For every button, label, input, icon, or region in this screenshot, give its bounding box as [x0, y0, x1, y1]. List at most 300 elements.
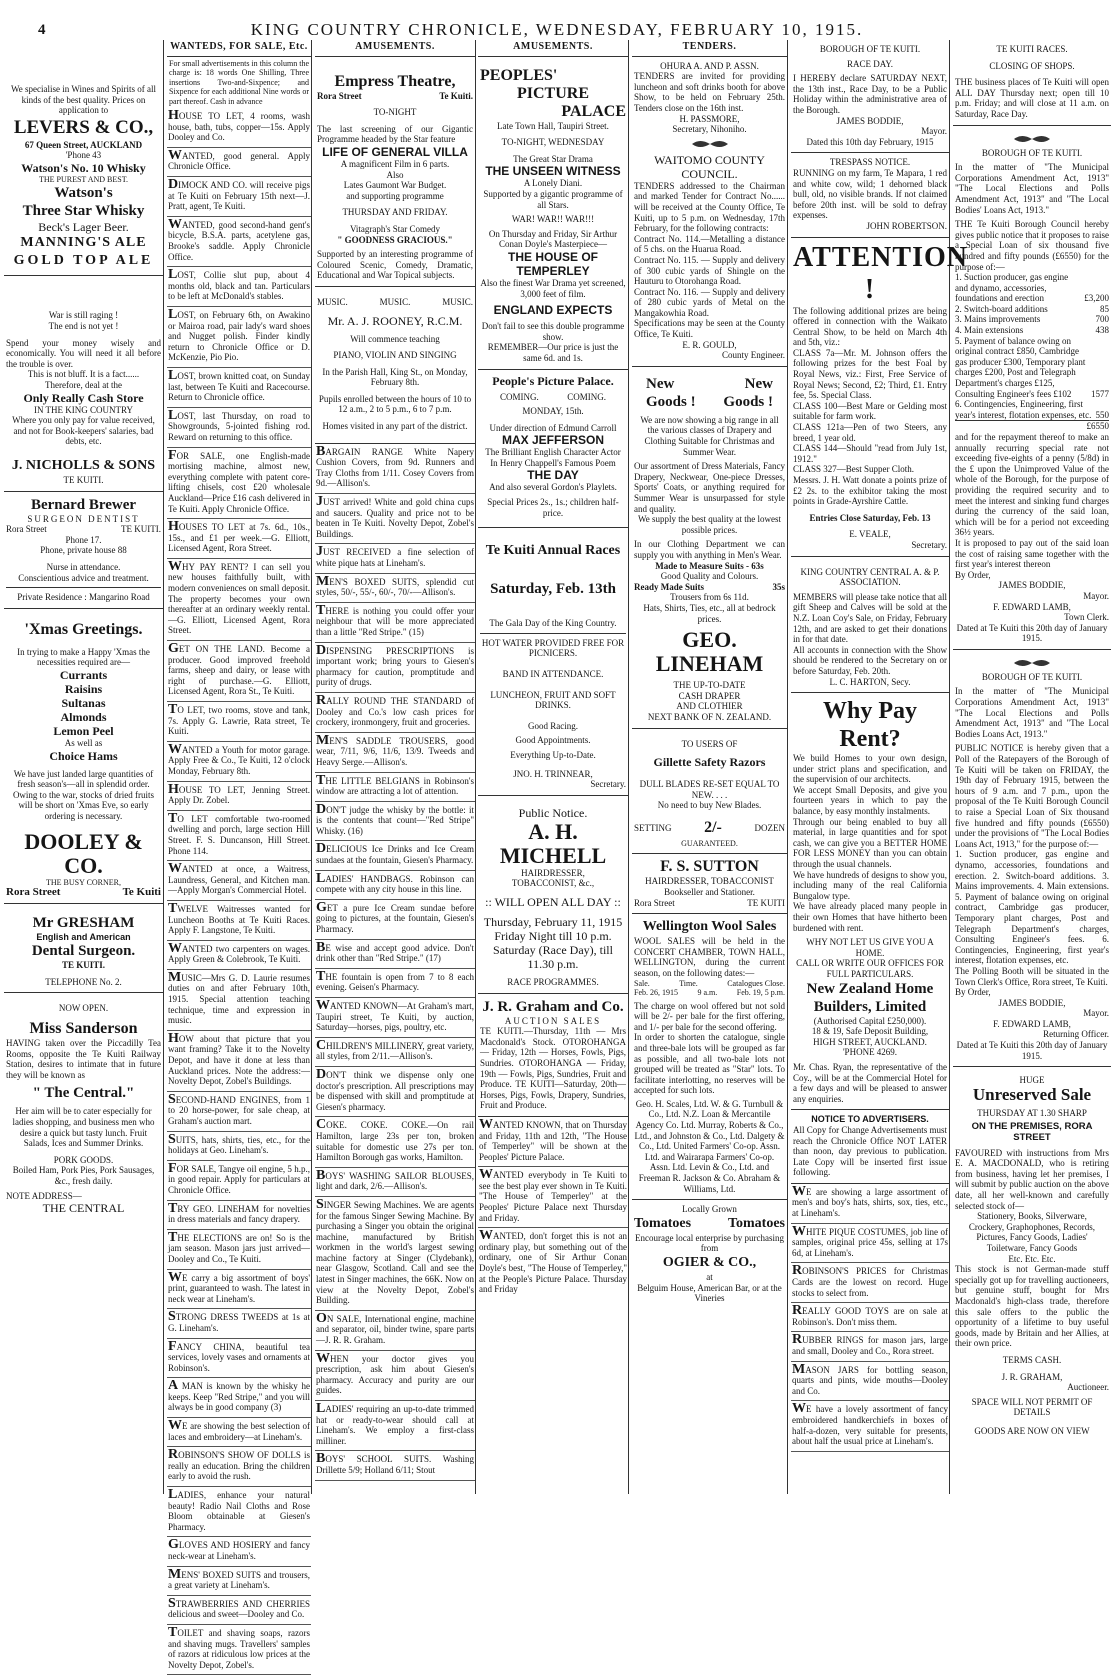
chas-ryan: Mr. Chas. Ryan, the representative of the Coy., will be at the Commercial Hotel for a few days and will be pleased to answer any enquiries.	[793, 1061, 947, 1104]
nicholls-town: TE KUITI.	[63, 475, 104, 485]
pork-goods: PORK GOODS.	[53, 1154, 114, 1165]
contract-115: Contract No. 115. — Supply and delivery of 300 cubic yards of Shingle on the Hauturu to Otorohanga Road.	[634, 254, 785, 287]
classified-ad: LOST, brown knitted coat, on Sunday last, between Te Kuiti and Racecourse. Return to Chronicle office.	[167, 368, 311, 408]
through-buy: Through our being enabled to buy all material, in large quantities and for spot cash, we can give you a BETTER HOME FOR LESS MONEY than you can obtain through the usual channels.	[793, 816, 947, 870]
dental-surgeon: Dental Surgeon.	[31, 943, 136, 960]
waitomo: WAITOMO COUNTY COUNCIL.	[654, 152, 765, 181]
column-7	[953, 40, 1111, 1494]
matter-1: In the matter of "The Municipal Corporations Amendment Act, 1913" "The Local Elections and Polls Amendment Act, 1913" and "The Local Bodies' Loans Act, 1913."	[955, 162, 1109, 215]
good-quality: Good Quality and Colours.	[660, 571, 759, 582]
proposed: It is proposed to pay out of the said loan the cost of raising same together with the first year's interest thereon	[955, 537, 1109, 570]
races-heading: TE KUITI RACES.	[996, 44, 1068, 54]
borough-1: BOROUGH OF TE KUITI.	[819, 44, 921, 54]
close-head: Catalogues Close.	[727, 978, 785, 988]
placed: We have already placed many people in their own Homes that have hitherto been burdened with rent.	[793, 901, 947, 933]
call-write: CALL OR WRITE OUR OFFICES FOR FULL PARTICULARS.	[796, 958, 944, 979]
nzhb-phone: 'PHONE 4269.	[842, 1047, 898, 1058]
close-date: Feb. 19, 5 p.m.	[736, 988, 785, 998]
loan-item-label: 2. Switch-board additions	[955, 303, 1048, 314]
safe-deposit: 18 & 19, Safe Deposit Building,	[811, 1026, 929, 1037]
ppp-tonight: TO-NIGHT, WEDNESDAY	[501, 137, 605, 148]
gordon: And also several Gordon's Playlets.	[489, 482, 617, 493]
brilliant: The Brilliant English Character Actor	[485, 447, 621, 458]
english-american: English and American	[36, 931, 131, 942]
new-a: New	[646, 375, 675, 392]
veale-sec: Secretary.	[911, 539, 947, 550]
temperley-wanted-2: WANTED everybody in Te Kuiti to see the best play ever shown in Te Kuiti. "The House of Temperley" at the Peoples' Picture Palace next Thursday and Friday.	[478, 1167, 628, 1228]
classified-ad: MEN'S BOXED SUITS, splendid cut styles, 50/-, 55/-, 60/-, 70/-—Allison's.	[315, 574, 475, 603]
favoured: FAVOURED with instructions from Mrs E. A. MACDONALD, who is retiring from business, having let her premises, I will submit by public auction on the above date, all her well-known and carefully selected stock of—	[955, 1147, 1109, 1211]
loan-item	[955, 325, 1109, 336]
cash-draper: CASH DRAPER	[678, 690, 741, 701]
capital: (Authorised Capital £250,000).	[813, 1015, 927, 1026]
luncheon: LUNCHEON, FRUIT AND SOFT DRINKS.	[490, 689, 616, 711]
remember-price: REMEMBER—Our price is just the same 6d. and 1s.	[487, 342, 619, 363]
classified-ad: ROBINSON'S SHOW OF DOLLS is really an education. Bring the children early to avoid the rush.	[167, 1447, 311, 1487]
classified-ad: REALLY GOOD TOYS are on sale at Robinson's. Don't miss them.	[791, 1303, 949, 1332]
as-well-as: As well as	[64, 737, 103, 748]
classified-ad: WE carry a big assortment of boys' print, guaranteed to wash. The latest in neck wear at Lineham's.	[167, 1270, 311, 1310]
dooley-name: DOOLEY & CO.	[24, 828, 143, 878]
nz-home-builders: New Zealand Home Builders, Limited	[806, 980, 934, 1015]
classified-ad: GLOVES AND HOSIERY and fancy neck-wear at Lineham's.	[167, 1537, 311, 1566]
loan-item	[955, 399, 1109, 420]
classified-ad: ROBINSON'S PRICES for Christmas Cards are the lowest on record. Huge stocks to select from.	[791, 1263, 949, 1303]
column-2	[167, 40, 312, 1670]
loan-item	[955, 304, 1109, 315]
sutton-town: TE KUITI	[747, 897, 785, 908]
good-appointments: Good Appointments.	[515, 735, 591, 746]
classified-ad: WANTED a Youth for motor garage. Apply Free & Co., Te Kuiti, 12 o'clock Monday, February 8th.	[167, 742, 311, 782]
unseen-witness: THE UNSEEN WITNESS	[485, 164, 621, 179]
becks-lager: Beck's Lager Beer.	[38, 220, 129, 235]
landed: We have just landed large quantities of fresh season's—all in splendid order.	[13, 768, 154, 790]
dated-7: Dated at Te Kuiti this 20th day of January 1915.	[956, 622, 1108, 644]
passmore-sec: Secretary, Nihoniho.	[672, 124, 747, 135]
class-144: CLASS 144—Should "read from July 1st, 1912."	[793, 443, 947, 464]
monday-15: MONDAY, 15th.	[522, 406, 584, 417]
classified-ad: COKE. COKE. COKE.—On rail Hamilton, large 23s per ton, broken suitable for domestic use 27s per ton. Hamilton Borough gas works, Hamilton.	[315, 1117, 475, 1167]
general-villa: LIFE OF GENERAL VILLA	[322, 144, 468, 159]
lemon-peel: Lemon Peel	[53, 723, 114, 738]
coming-2: COMING.	[567, 391, 606, 402]
classified-ad: THE LITTLE BELGIANS in Robinson's window are attracting a lot of attention.	[315, 773, 475, 802]
classified-ad: DELICIOUS Ice Drinks and Ice Cream sundaes at the fountain, Giesen's Pharmacy.	[315, 841, 475, 870]
loan-item-amount: £3,200	[1084, 293, 1109, 304]
classified-ad: LOST, last Thursday, on road to Showgrounds, 5-jointed fishing rod. Reward on returning to this office.	[167, 408, 311, 448]
running-farm: RUNNING on my farm, Te Mapara, 1 red and white cow, wild; 1 dehorned black bull, old, no visible brands. If not claimed before 20th inst. will be sold to defray expenses.	[793, 167, 947, 221]
wanteds-header: WANTEDS, FOR SALE, Etc.	[167, 40, 311, 57]
made-measure: Made to Measure Suits - 63s	[655, 560, 764, 571]
nurse: Nurse in attendance.	[46, 561, 121, 572]
wool-charge: The charge on wool offered but not sold will be 2/- per bale for the first offering, and 1/- per bale for the second offering.	[634, 1000, 785, 1032]
the-central: " The Central."	[32, 1085, 135, 1102]
special-prices: Special Prices 2s., 1s.; children half-price.	[487, 497, 619, 518]
race-day: RACE DAY.	[846, 58, 893, 69]
class-7a: CLASS 7a—Mr. M. Johnson offers the following prizes for the best Foal by Royal News, viz.: First, Free Service of Royal News; Second, £2; Third, £1. Entry fee, 5s. Special Class.	[793, 347, 947, 401]
why-not: WHY NOT LET US GIVE YOU A HOME.	[806, 937, 934, 958]
boddie-7b: JAMES BODDIE,	[998, 997, 1066, 1008]
trespass: TRESPASS NOTICE.	[829, 157, 911, 168]
classified-ad: TO LET comfortable two-roomed dwelling and porch, large section Hill Street. F. S. Duncanson, Hill Street. Phone 114.	[167, 811, 311, 861]
returning-officer: Returning Officer.	[1043, 1029, 1109, 1040]
class-100: CLASS 100—Best Mare or Gelding most suitable for farm work.	[793, 400, 947, 422]
classified-ad: SECOND-HAND ENGINES, from 1 to 20 horse-power, for sale cheap, at Graham's auction mart.	[167, 1092, 311, 1132]
not-bluff: This is not bluff. It is a fact......	[27, 369, 140, 380]
crest-icon	[1012, 133, 1052, 145]
peoples: PEOPLES'	[480, 66, 558, 84]
trousers: Trousers from 6s 11d.	[670, 592, 749, 603]
villa-sub: A magnificent Film in 6 parts.	[340, 158, 450, 169]
gaumont: Lates Gaumont War Budget.	[343, 180, 447, 191]
annual-races: Te Kuiti Annual Races	[485, 543, 621, 559]
time-head: Time.	[679, 978, 698, 988]
showing-range: We are now showing a big range in all the various classes of Drapery and Clothing Suitable for Christmas and Summer Wear.	[640, 414, 779, 457]
classified-ad: SUITS, hats, shirts, ties, etc., for the holidays at Geo. Lineham's.	[167, 1132, 311, 1161]
sutton: F. S. SUTTON	[660, 858, 759, 876]
closing-shops: CLOSING OF SHOPS.	[989, 60, 1075, 71]
music-3: MUSIC.	[442, 296, 473, 307]
entries-close: Entries Close Saturday, Feb. 13	[809, 512, 931, 523]
classified-ad: FOR SALE, Tangye oil engine, 5 h.p., in good repair. Apply for particulars at Chronicle Office.	[167, 1161, 311, 1201]
sutton-trade: HAIRDRESSER, TOBACCONIST	[645, 876, 774, 887]
on-premises: ON THE PREMISES, RORA STREET	[971, 1121, 1093, 1144]
raisins: Raisins	[64, 681, 103, 696]
masthead	[0, 0, 1114, 42]
column-6	[791, 40, 968, 1494]
spend-wisely: Spend your money wisely and economically. You will need it all before the trouble is over.	[6, 337, 161, 369]
mayor-7: Mayor.	[1083, 590, 1109, 601]
tomatoes-2: Tomatoes	[727, 1215, 785, 1231]
poll-purposes: 1. Suction producer, gas engine and dynamo, accessories, foundations and erection. 2. Switch-board additions. 3. Mains improvements. 4. Main extensions. 5. Payment of balance owing on original contract, Cambridge gas producer, Temporary plant charges, Post and Telegraph Department's charges, Consulting Engineer's fees. 6. Contingencies, Engineering, first year's interest, flotation expenses, etc.	[955, 849, 1109, 966]
hot-water: HOT WATER PROVIDED FREE FOR PICNICERS.	[481, 637, 625, 659]
friday-night: Friday Night till 10 p.m.	[494, 928, 612, 943]
war-war: WAR! WAR!! WAR!!!	[511, 214, 595, 225]
dooley-street: Rora Street	[6, 886, 61, 898]
conscientious: Conscientious advice and treatment.	[18, 572, 149, 583]
loan-total: £6550	[955, 420, 1109, 432]
race-day-hours: Saturday (Race Day), till 11.30 p.m.	[493, 942, 613, 971]
loan-item-amount: 1577	[1091, 388, 1109, 399]
classified-ad: HOUSE TO LET, Jenning Street. Apply Dr. Zobel.	[167, 782, 311, 811]
tomatoes-1: Tomatoes	[634, 1215, 692, 1231]
public-poll: PUBLIC NOTICE is hereby given that a Poll of the Ratepayers of the Borough of Te Kuiti will be taken on FRIDAY, the 19th day of February 1915, between the hours of 9 a.m. and 7 p.m., upon the proposal of the Te Kuiti Borough Council to raise a Special Loan of Six thousand five hundred and fifty pounds (£6550) under the provisions of "The Local Bodies Loans Act, 1913," for the purpose of:—	[955, 743, 1109, 849]
space-not-permit: SPACE WILL NOT PERMIT OF DETAILS	[971, 1396, 1093, 1418]
brewer-town: TE KUITI.	[121, 524, 161, 535]
also: Also	[386, 169, 404, 180]
classified-ad: WE have a lovely assortment of fancy embroidered handkerchiefs in boxes of half-a-dozen, very suitable for presents, about half the usual price at Lineham's.	[791, 1401, 949, 1451]
graham-co: J. R. Graham and Co.	[482, 998, 624, 1015]
levers-phone: 'Phone 43	[65, 150, 102, 161]
empress-supported: Supported by an interesting programme of Coloured Scenic, Comedy, Dramatic, Educational and War Topical subjects.	[317, 249, 473, 281]
attention: ATTENTION !	[793, 241, 968, 305]
classified-ad: DON'T judge the whisky by the bottle: it is the contents that count—"Red Stripe" Whisky. (16)	[315, 802, 475, 842]
michell: A. H. MICHELL	[499, 818, 607, 868]
her-aim: Her aim will be to cater especially for ladies shopping, and business men who desire a quick but tasty lunch. Fruit Salads, Ices and Summer Drinks.	[12, 1106, 155, 1149]
classified-ad: LOST, on February 6th, on Awakino or Mairoa road, pair lady's ward shoes and Nugget polish. Finder kindly return to Chronicle Office or D. McKenzie, Pio Pio.	[167, 307, 311, 368]
classified-ad: MEN'S SADDLE TROUSERS, good wear, 7/11, 9/6, 11/6, 13/9. Tweeds and Heavy Serge.—Allison's.	[315, 733, 475, 773]
setting: SETTING	[634, 822, 672, 833]
stock-list: Stationery, Books, Silverware, Crockery, Graphophones, Records, Pictures, Fancy Goods, Ladies' Toiletware, Fancy Goods	[968, 1211, 1096, 1253]
by-order-1: By Order,	[955, 569, 991, 580]
choice-hams: Choice Hams	[49, 748, 118, 763]
pupils: Pupils enrolled between the hours of 10 to 12 a.m., 2 to 5 p.m., 6 to 7 p.m.	[318, 393, 472, 415]
ppp-hall: Late Town Hall, Taupiri Street.	[497, 120, 609, 131]
guaranteed: GUARANTEED.	[681, 838, 738, 848]
specs: Specifications may be seen at the County Office, Te Kuiti.	[634, 318, 785, 340]
temperley-wanted-3: WANTED, don't forget this is not an ordinary play, but something out of the ordinary, one of Sir Arthur Conan Doyle's best, "The House of Temperley," at the People's Picture Palace. Thursday and Friday	[479, 1228, 627, 1295]
etc-etc: Etc. Etc. Etc.	[1008, 1253, 1056, 1264]
classified-ad: GET a pure Ice Cream sundae before going to pictures, at the fountain, Giesen's Pharmacy.	[315, 900, 475, 940]
england-expects: ENGLAND EXPECTS	[493, 303, 613, 318]
classified-ad: BOYS' WASHING SAILOR BLOUSES, light and dark, 2/6.—Allison's.	[315, 1168, 475, 1197]
classified-ad: LOST, Collie slut pup, about 4 months old, black and tan. Particulars to be left at McDonald's stables.	[167, 267, 311, 307]
watsons: Watson's	[54, 185, 113, 202]
borough-7: BOROUGH OF TE KUITI.	[981, 147, 1083, 158]
thu-fri: THURSDAY AND FRIDAY.	[342, 207, 448, 218]
classified-ad: TRY GEO. LINEHAM for novelties in dress materials and fancy drapery.	[167, 1201, 311, 1230]
purest-best: THE PUREST AND BEST.	[38, 174, 129, 184]
lamb-1: F. EDWARD LAMB,	[993, 601, 1071, 612]
surgeon-dentist: SURGEON DENTIST	[27, 513, 140, 524]
encourage: Encourage local enterprise by purchasing from	[635, 1232, 784, 1254]
classified-ad: DIMOCK AND CO. will receive pigs at Te Kuiti on February 15th next—J. Pratt, agent, Te Kuiti.	[167, 177, 311, 217]
trinnear-sec: Secretary.	[590, 779, 626, 790]
matter-2: In the matter of "The Municipal Corporations Amendment Act, 1913" "The Local Elections and Polls Amendment Act, 1913" and "The Local Bodies Loans Act, 1913."	[955, 686, 1109, 739]
empress-town: Te Kuiti.	[439, 90, 473, 101]
vitagraph: Vitagraph's Star Comedy	[349, 223, 441, 234]
levers-address: 67 Queen Street, AUCKLAND	[24, 139, 143, 150]
brewer-name: Bernard Brewer	[30, 496, 137, 513]
we-build: We build Homes to your own design, under strict plans and specification, and the supervision of our architects.	[793, 753, 947, 785]
belguim-house: Belguim House, American Bar, or at the Vineries	[637, 1282, 782, 1304]
newspaper-title: KING COUNTRY CHRONICLE, WEDNESDAY, FEBRUARY 10, 1915.	[250, 20, 864, 39]
by-order-2: By Order,	[955, 987, 991, 998]
amusements-header: AMUSEMENTS.	[315, 40, 475, 57]
wanteds-rates: For small advertisements in this column the charge is: 18 words One Shilling, Three insertions Two-and-Sixpence; and Sixpence for each additional Nine words or part thereof. Cash in advance	[169, 58, 309, 106]
classified-ad: GET ON THE LAND. Become a producer. Good improved freehold farms, sheep and dairy, or lease with right of purchase.—G. Elliott, Licensed Agent, Rora St., Te Kuiti.	[167, 641, 311, 702]
races-saturday: Saturday, Feb. 13th	[490, 581, 616, 598]
borough-7b: BOROUGH OF TE KUITI.	[981, 671, 1083, 682]
classified-ad: WANTED, good second-hand gent's bicycle, B.S.A. parts, acetylene gas, Brooke's saddle. Apply Chronicle Office.	[167, 217, 311, 267]
classified-ad: MENS' BOXED SUITS and trousers, a great variety at Lineham's.	[167, 1567, 311, 1596]
band: BAND IN ATTENDANCE.	[502, 669, 604, 680]
to-users: TO USERS OF	[681, 738, 738, 749]
column-5	[632, 40, 788, 1494]
classified-ad: FANCY CHINA, beautiful tea services, lovely vases and ornaments at Robinson's.	[167, 1339, 311, 1379]
empress-theatre: Empress Theatre,	[334, 72, 456, 90]
no-need: No need to buy New Blades.	[657, 800, 762, 811]
column-4	[478, 40, 629, 1494]
ogier-at: at	[706, 1272, 713, 1282]
empress-street: Rora Street	[317, 90, 362, 101]
loan-item-label: 4. Main extensions	[955, 325, 1024, 336]
loan-item-amount: 85	[1100, 303, 1109, 314]
classified-ad: THERE is nothing you could offer your neighbour that will be more appreciated than a little "Red Stripe." (15)	[315, 603, 475, 643]
gould: E. R. GOULD,	[682, 339, 737, 350]
boddie-7: JAMES BODDIE,	[998, 580, 1066, 591]
prizes: The following additional prizes are being offered in connection with the Waikato Central Show, to be held on March 4th and 5th, viz.:	[793, 305, 947, 348]
harton: L. C. HARTON, Secy.	[829, 676, 911, 687]
goods-a: Goods !	[646, 393, 696, 410]
tenders-header: TENDERS.	[632, 40, 787, 57]
repayment: and for the repayment thereof to make an annually recurring special rate not exceeding five-eights of a penny (5/8d) in the £ upon the Unimproved Value of the whole of the Borough, for the purpose of providing the required security and to meet the interest and sinking fund charges during the currency of the said loan, which will be for a period not exceeding 36½ years.	[955, 432, 1109, 538]
boddie-1: JAMES BODDIE,	[836, 115, 904, 126]
gresham-town: TE KUITI.	[61, 960, 105, 971]
classified-ad: WE are showing a large assortment of men's and boy's hats, shirts, sox, ties, etc., at Lineham's.	[791, 1184, 949, 1224]
dooley-town: Te Kuiti	[122, 886, 161, 898]
classified-ad: LADIES' HANDBAGS. Robinson can compete with any city house in this line.	[315, 871, 475, 900]
gala-day: The Gala Day of the King Country.	[489, 618, 617, 629]
dont-fail: Don't fail to see this double programme show.	[481, 321, 625, 342]
classified-ad: RUBBER RINGS for mason jars, large and small, Dooley and Co., Rora street.	[791, 1332, 949, 1361]
classified-ad: TWELVE Waitresses wanted for Luncheon Booths at Te Kuiti Races. Apply F. Langstone, Te Kuiti.	[167, 901, 311, 941]
and-clothier: AND CLOTHIER	[676, 701, 743, 712]
notice-advertisers: NOTICE TO ADVERTISERS.	[811, 1114, 929, 1125]
now-open: NOW OPEN.	[58, 1003, 109, 1014]
dated-1: Dated this 10th day February, 1915	[806, 136, 934, 147]
sanderson-text: HAVING taken over the Piccadilly Tea Rooms, opposite the Te Kuiti Railway Station, desires to intimate that in future they will be known as	[6, 1037, 161, 1080]
gillette: Gillette Safety Razors	[653, 755, 766, 770]
ready-price: 35s	[772, 581, 785, 592]
mayor-1: Mayor.	[921, 126, 947, 137]
classified-ad: WANTED at once, a Waitress, Laundress, General, and Kitchen man.—Apply Morgan's Commercial Hotel.	[167, 861, 311, 901]
brewer-phone: Phone 17.	[65, 534, 102, 545]
terms-cash: TERMS CASH.	[1002, 1354, 1062, 1365]
sale-head: Sale.	[634, 978, 650, 988]
supporting: and supporting programme	[346, 190, 444, 201]
classified-ad: WANTED, good general. Apply Chronicle Office.	[167, 148, 311, 177]
loan-item	[955, 314, 1109, 325]
accounts: All accounts in connection with the Show should be rendered to the Secretary on or before Saturday, Feb. 20th.	[793, 644, 947, 676]
up-to-date: Everything Up-to-Date.	[510, 750, 596, 760]
music-1: MUSIC.	[317, 296, 348, 307]
parish-hall: In the Parish Hall, King St., on Monday, February 8th.	[322, 366, 468, 388]
column-3	[315, 40, 476, 1494]
classified-ad: HOUSE TO LET, 4 rooms, wash house, bath, tubs, copper—15s. Apply Dooley and Co.	[167, 108, 311, 148]
classified-ad: BOYS' SCHOOL SUITS. Washing Drillette 5/9; Holland 6/11; Stout	[315, 1451, 475, 1480]
max-jefferson: MAX JEFFERSON	[501, 433, 604, 448]
will-open: :: WILL OPEN ALL DAY ::	[485, 894, 621, 909]
classified-ad: STRAWBERRIES AND CHERRIES delicious and sweet—Dooley and Co.	[167, 1596, 311, 1625]
classified-ad: ON SALE, International engine, machine and separator, oil, binder twine, spare parts—J. R. R. Graham.	[315, 1311, 475, 1351]
classified-ad: CHILDREN'S MILLINERY, great variety, all styles, from 2/11.—Allison's.	[315, 1038, 475, 1067]
thursday-feb: Thursday, February 11, 1915	[483, 914, 623, 929]
loan-item	[955, 336, 1109, 400]
veale: E. VEALE,	[849, 529, 891, 540]
gold-top-ale: GOLD TOP ALE	[13, 253, 154, 269]
xmas-greetings: 'Xmas Greetings.	[24, 620, 143, 638]
classified-ad: HOW about that picture that you want framing? Take it to the Novelty Depot, and have it done at less than Auckland prices. Note the address:—Novelty Depot, Zobel's Buildings.	[167, 1031, 311, 1092]
loan-item-label: 5. Payment of balance owing on original contract £850, Cambridge gas producer £300, Temporary plant charges £200, Post and Telegraph Department's charges £125, Consulting Engineer's fees £102	[955, 335, 1086, 399]
dated-7b: Dated at Te Kuiti this 20th day of January 1915.	[956, 1040, 1108, 1061]
classified-ad: LADIES' requiring an up-to-date trimmed hat or ready-to-wear should call at Lineham's. We employ a first-class milliner.	[315, 1401, 475, 1451]
setting-price: 2/-	[704, 818, 722, 836]
not-german: This stock is not German-made stuff specially got up for travelling auctioneers, but genuine stuff, bought for Mrs Macdonald's high-class trade, therefore this sale offers to the public the opportunity of a lifetime to buy useful goods, made by Britain and her Allies, at their own price.	[955, 1264, 1109, 1349]
wool-sales: Wellington Wool Sales	[642, 919, 777, 935]
war-raging: War is still raging !	[48, 310, 119, 321]
classified-ad: WHITE PIQUE COSTUMES, job line of samples, original price 45s, selling at 17s 6d, at Lineham's.	[791, 1224, 949, 1264]
huge: HUGE	[1019, 1075, 1045, 1086]
we-accept: We accept Small Deposits, and give you fourteen years in which to pay the balance, by easy monthly instalments.	[793, 784, 947, 817]
next-bank: NEXT BANK OF N. ZEALAND.	[647, 711, 772, 722]
bookseller: Bookseller and Stationer.	[664, 886, 755, 897]
michell-tob: TOBACCONIST, &c.,	[511, 878, 595, 889]
currants: Currants	[59, 667, 108, 682]
geo-lineham: GEO. LINEHAM	[655, 627, 764, 677]
classified-ad: WANTED two carpenters on wages. Apply Green & Colebrook, Te Kuiti.	[167, 941, 311, 970]
loan-item-amount: 700	[1095, 314, 1109, 325]
owing-war: Owing to the war, stocks of dried fruits will be short on 'Xmas Eve, so early ordering is necessary.	[12, 789, 155, 821]
why-pay-rent: Why Pay Rent?	[822, 698, 917, 753]
class-121a: CLASS 121a—Pen of two Steers, any breed, 1 year old.	[793, 422, 947, 443]
goods-b: Goods !	[723, 393, 773, 410]
classified-ad: DISPENSING PRESCRIPTIONS is important work; bring yours to Giesen's pharmacy for caution, promptitude and purity of drugs.	[315, 643, 475, 693]
sanderson-name: Miss Sanderson	[29, 1019, 138, 1037]
lonely: A Lonely Diani.	[523, 178, 583, 189]
palace: PALACE	[561, 102, 626, 120]
classified-ad: TOILET and shaving soaps, razors and shaving mugs. Travellers' samples of razors at ridiculous low prices at the Novelty Depot, Zobel's.	[167, 1625, 311, 1675]
classified-ad: RALLY ROUND THE STANDARD of Dooley and Co.'s low cash prices for crockery, ironmongery, fruit and groceries.	[315, 693, 475, 733]
therefore: Therefore, deal at the	[45, 380, 122, 391]
dozen: DOZEN	[754, 822, 785, 833]
classified-ad: DON'T think we dispense only one doctor's prescription. All prescriptions may be dispensed with skill and promptitude at Giesen's pharmacy.	[315, 1067, 475, 1117]
classified-ad: A MAN is known by the whisky he keeps. Keep "Red Stripe," and you will always be in good company (3)	[167, 1378, 311, 1418]
wool-text: WOOL SALES will be held in the CONCERT CHAMBER, TOWN HALL, WELLINGTON, during the current season, on the following dates:—	[634, 936, 785, 978]
sale-date: Feb. 26, 1915	[634, 988, 678, 998]
ohura: OHURA A. AND P. ASSN.	[660, 60, 759, 71]
sutton-street: Rora Street	[634, 897, 675, 908]
passmore: H. PASSMORE,	[679, 113, 740, 124]
all-copy: All Copy for Change Advertisements must reach the Chronicle Office NOT LATER than noon, day previous to publication. Late Copy will be inserted first issue following.	[793, 1124, 947, 1178]
ogier: OGIER & CO.,	[662, 1255, 757, 1270]
end-not-yet: The end is not yet !	[48, 321, 119, 332]
the-day: THE DAY	[527, 468, 579, 483]
almonds: Almonds	[60, 709, 107, 724]
polling-booth: The Polling Booth will be situated in the Town Clerk's Office, Rora street, Te Kuiti.	[955, 965, 1109, 987]
finest-war: Also the finest War Drama yet screened, 3,000 feet of film.	[480, 277, 626, 299]
lamb-2: F. EDWARD LAMB,	[993, 1018, 1071, 1029]
up-to-date-draper: THE UP-TO-DATE	[673, 680, 746, 691]
unreserved-sale: Unreserved Sale	[972, 1084, 1092, 1104]
mayor-7b: Mayor.	[1083, 1008, 1109, 1019]
waitomo-text: TENDERS addressed to the Chairman and marked Tender for Contract No...... will be received at the County Office, Te Kuiti, up to 5 p.m. on Wednesday, 17th February, for the following contracts:	[634, 180, 785, 234]
thursday-sharp: THURSDAY AT 1.30 SHARP	[977, 1107, 1087, 1118]
jr-graham: J. R. GRAHAM,	[1001, 1371, 1063, 1382]
kc-central: KING COUNTRY CENTRAL A. & P. ASSOCIATION.	[800, 566, 940, 588]
hats-shirts: Hats, Shirts, Ties, etc., all at bedrock prices.	[643, 602, 776, 624]
loan-item-amount: 438	[1095, 325, 1109, 336]
dull-blades: DULL BLADES RE-SET EQUAL TO NEW. . . .	[639, 779, 780, 800]
ppp-thu-fri: On Thursday and Friday, Sir Arthur Conan Doyle's Masterpiece—	[488, 228, 618, 250]
loan-item-label: 6. Contingencies, Engineering, first year's interest, flotation expenses, etc.	[955, 399, 1092, 420]
cash-store: Only Really Cash Store	[23, 390, 144, 405]
chappell: In Henry Chappell's Famous Poem	[490, 457, 616, 468]
auctioneer: Auctioneer.	[1067, 1382, 1109, 1393]
last-screening: The last screening of our Gigantic Programme headed by the Star feature	[317, 123, 473, 145]
note-address: NOTE ADDRESS—	[6, 1190, 82, 1201]
loan-item-label: 1. Suction producer, gas engine and dynamo, accessories, foundations and erection	[955, 272, 1069, 304]
in-king-country: IN THE KING COUNTRY	[33, 404, 134, 415]
robertson: JOHN ROBERTSON.	[866, 220, 947, 231]
locally-grown: Locally Grown	[682, 1204, 737, 1215]
levers-name: LEVERS & CO.,	[13, 116, 154, 138]
classified-ad: JUST RECEIVED a fine selection of white pique hats at Lineham's.	[315, 544, 475, 573]
amusements-header-2: AMUSEMENTS.	[478, 40, 628, 57]
wines-intro: We specialise in Wines and Spirits of all kinds of the best quality. Prices on application to	[11, 84, 156, 116]
good-racing: Good Racing.	[528, 720, 578, 731]
homes-visited: Homes visited in any part of the district.	[322, 421, 468, 432]
